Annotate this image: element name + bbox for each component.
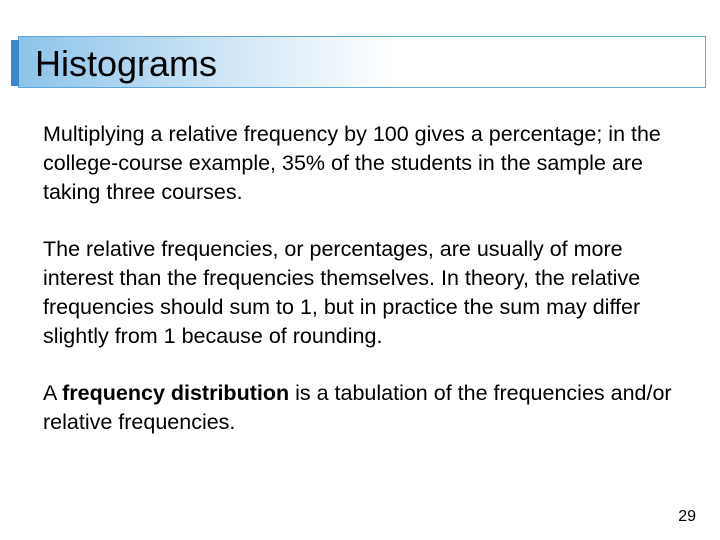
title-accent-bar xyxy=(11,40,19,86)
slide-body xyxy=(43,120,693,465)
definition-prefix: A xyxy=(43,381,63,405)
paragraph-frequency-distribution xyxy=(43,379,693,437)
defined-term: frequency distribution xyxy=(62,381,290,405)
page-number: 29 xyxy=(678,508,696,525)
definition-suffix: is a tabulation of the frequencies and/or relative frequencies. xyxy=(43,381,672,434)
paragraph-relative-frequencies: The relative frequencies, or percentages, are usually of more interest than the frequencies themselves. In theory, the relative frequencies should sum to 1, but in practice the sum may differ slightly from 1 because of rounding. xyxy=(43,237,641,348)
paragraph-percentage: Multiplying a relative frequency by 100 gives a percentage; in the college-course example, 35% of the students in the sample are taking three courses. xyxy=(43,122,661,204)
slide-title: Histograms xyxy=(35,43,218,84)
